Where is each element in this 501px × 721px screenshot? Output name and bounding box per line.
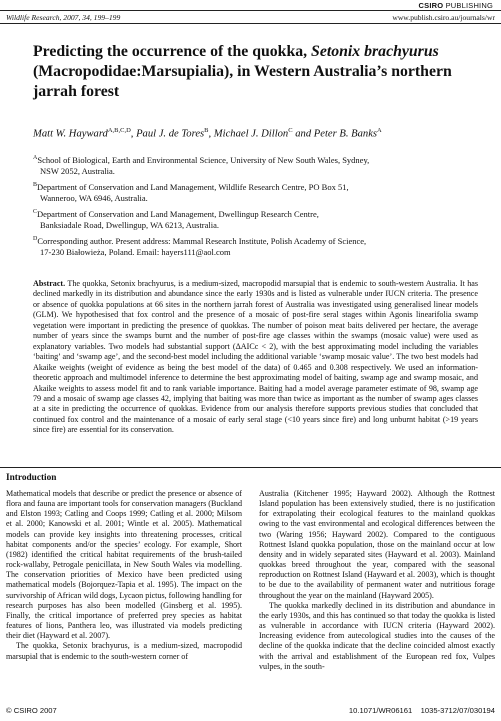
journal-citation: Wildlife Research, 2007, 34, 199–199 <box>6 13 121 22</box>
introduction-heading: Introduction <box>6 473 57 483</box>
author-affiliation-marker: A <box>377 127 382 134</box>
affiliation-line: Banksiadale Road, Dwellingup, WA 6213, Australia. <box>40 219 220 230</box>
affiliation-letter: D <box>33 236 38 243</box>
left-column <box>6 489 242 662</box>
title-part-1: Predicting the occurrence of the quokka, <box>33 43 312 60</box>
doi[interactable]: 10.1071/WR06161 <box>348 706 413 715</box>
author-separator: and <box>292 128 314 140</box>
header-bottom-rule <box>0 23 501 24</box>
body-paragraph: Australia (Kitchener 1995; Hayward 2002). Although the Rottnest Island population has been extensively studied, there is no justification for extrapolating their ecological features to the mainland quokkas owing to the vast environmental and ecological differences between the two (Waring 1956; Hayward 2002). Compared to the contiguous Rottnest Island quokka population, those on the mainland occur at low density and in widely separated sites (Hayward et al. 2003). Mainland quokkas breed throughout the year, compared with the seasonal reproduction on Rottnest Island (Hayward et al. 2003), which is thought to be due to the availability of permanent water and nutritious forage throughout the year on the mainland (Hayward 2005). <box>259 489 495 600</box>
affiliation <box>33 180 483 204</box>
affiliations <box>33 153 483 261</box>
affiliation-line: NSW 2052, Australia. <box>40 165 115 176</box>
author-list <box>33 127 382 140</box>
author-affiliation-marker: C <box>288 127 293 134</box>
title-species: Setonix brachyurus <box>311 43 439 60</box>
publisher-suffix: PUBLISHING <box>445 1 493 10</box>
body-paragraph: The quokka, Setonix brachyurus, is a medium-sized, macropodid marsupial that is endemic to the south-western corner of <box>6 641 242 661</box>
affiliation-letter: C <box>33 209 38 216</box>
title-part-2: (Macropodidae:Marsupialia), in Western Australia’s northern jarrah forest <box>33 63 452 100</box>
author: Paul J. de Tores <box>136 128 205 140</box>
author: Peter B. Banks <box>313 128 378 140</box>
affiliation-letter: B <box>33 182 38 189</box>
journal-url[interactable]: www.publish.csiro.au/journals/wr <box>392 13 495 22</box>
affiliation <box>33 207 483 231</box>
author-separator: , <box>130 128 137 140</box>
article-title <box>33 42 473 102</box>
affiliation-line: Department of Conservation and Land Management, Wildlife Research Centre, PO Box 51, <box>37 181 349 192</box>
body-paragraph: The quokka markedly declined in its distribution and abundance in the early 1930s, and this has continued so that today the quokka is listed as vulnerable in accordance with IUCN criteria (Hayward 2002). Increasing evidence from autecological studies into the causes of the decline of the quokka indicate that the decline coincided almost exactly with the arrival and establishment of the European red fox, Vulpes vulpes, in the south- <box>259 600 495 671</box>
affiliation <box>33 234 483 258</box>
header-top-rule <box>0 10 501 11</box>
author-affiliation-marker: A,B,C,D <box>107 127 131 134</box>
abstract-text: The quokka, Setonix brachyurus, is a medium-sized, macropodid marsupial that is endemic to south-western Australia. It has declined markedly in its distribution and abundance since the early 1930s and is listed as vulnerable under IUCN criteria. The presence or absence of quokka populations at 66 sites in the northern jarrah forest of Australia was investigated using generalised linear models (GLM). We hypothesised that fox control and the presence of a mosaic of post-fire seral stages within Agonis linearifolia swamp vegetation were important in predicting the presence of quokkas. The number of poison meat baits delivered per hectare, the average number of years since the swamps burnt and the number of post-fire age classes within the swamps (mosaic value) were used as explanatory variables. Two models had substantial support (ΔAICc < 2), with the best approximating model including the variables ‘baiting’ and ‘swamp age’, and the second-best model including the additional variable ‘swamp mosaic value’. The two best models had Akaike weights (weight of evidence as being the best model of the data) of 0.465 and 0.308 respectively. We used an information-theoretic approach and multimodel inference to determine the best approximating model of baiting, swamp age and swamp mosaic, and Akaike weights to assess model fit and to rank variable importance. Baiting had a model average parameter estimate of 98, swamp age 79 and a mosaic of swamp age classes 42, implying that baiting was more than twice as important as the number of swamp ages classes at a site in predicting the occurrence of quokkas. Evidence from our analysis therefore supports previous studies that concluded that continued fox control and the maintenance of a mosaic of early seral stage (<10 years since fire) and long unburnt habitat (>19 years since fire) are essential for its conservation. <box>33 279 478 435</box>
author-affiliation-marker: B <box>204 127 209 134</box>
right-column <box>259 489 495 672</box>
author: Michael J. Dillon <box>213 128 289 140</box>
publisher-logo <box>419 1 494 10</box>
affiliation-line: 17-230 Białowieża, Poland. Email: hayers111@aol.com <box>40 246 231 257</box>
affiliation-line: Wanneroo, WA 6946, Australia. <box>40 192 148 203</box>
abstract-rule <box>0 467 501 468</box>
issn: 1035-3712/07/030194 <box>420 706 495 715</box>
publisher-name: CSIRO <box>418 1 444 10</box>
affiliation-line: Department of Conservation and Land Management, Dwellingup Research Centre, <box>37 208 319 219</box>
body-paragraph: Mathematical models that describe or predict the presence or absence of flora and fauna are important tools for conservation managers (Buckland and Elston 1993; Catling and Coops 1999; Catling et al. 2000; Milsom et al. 2000; Kanowski et al. 2001; Wintle et al. 2005). Mathematical models can provide key insights into threatening processes, critical habitat components and/or the species’ ecology. For example, Short (1982) identified the critical habitat requirements of the brush-tailed rock-wallaby, Petrogale penicillata, in New South Wales via modelling. The conservation priorities of Mexico have been predicted using mathematical models (Bojorquez-Tapia et al. 1995). The impact on the survivorship of African wild dogs, Lycaon pictus, following handling for research purposes has also been modelled (Ginsberg et al. 1995). Finally, the critical importance of preferred prey species as habitat features of lions, Panthera leo, was illustrated via models predicting their diet (Hayward et al. 2007). <box>6 489 242 641</box>
affiliation <box>33 153 483 177</box>
running-header <box>6 13 495 22</box>
abstract <box>33 279 478 436</box>
page-footer <box>6 706 495 715</box>
affiliation-letter: A <box>33 155 38 161</box>
author: Matt W. Hayward <box>33 128 108 140</box>
affiliation-line: Corresponding author. Present address: Mammal Research Institute, Polish Academy of Science, <box>37 235 367 246</box>
author-separator: , <box>208 128 214 140</box>
affiliation-line: School of Biological, Earth and Environmental Science, University of New South Wales, Sydney, <box>37 154 370 165</box>
abstract-label: Abstract. <box>33 279 66 288</box>
copyright: © CSIRO 2007 <box>6 706 57 715</box>
